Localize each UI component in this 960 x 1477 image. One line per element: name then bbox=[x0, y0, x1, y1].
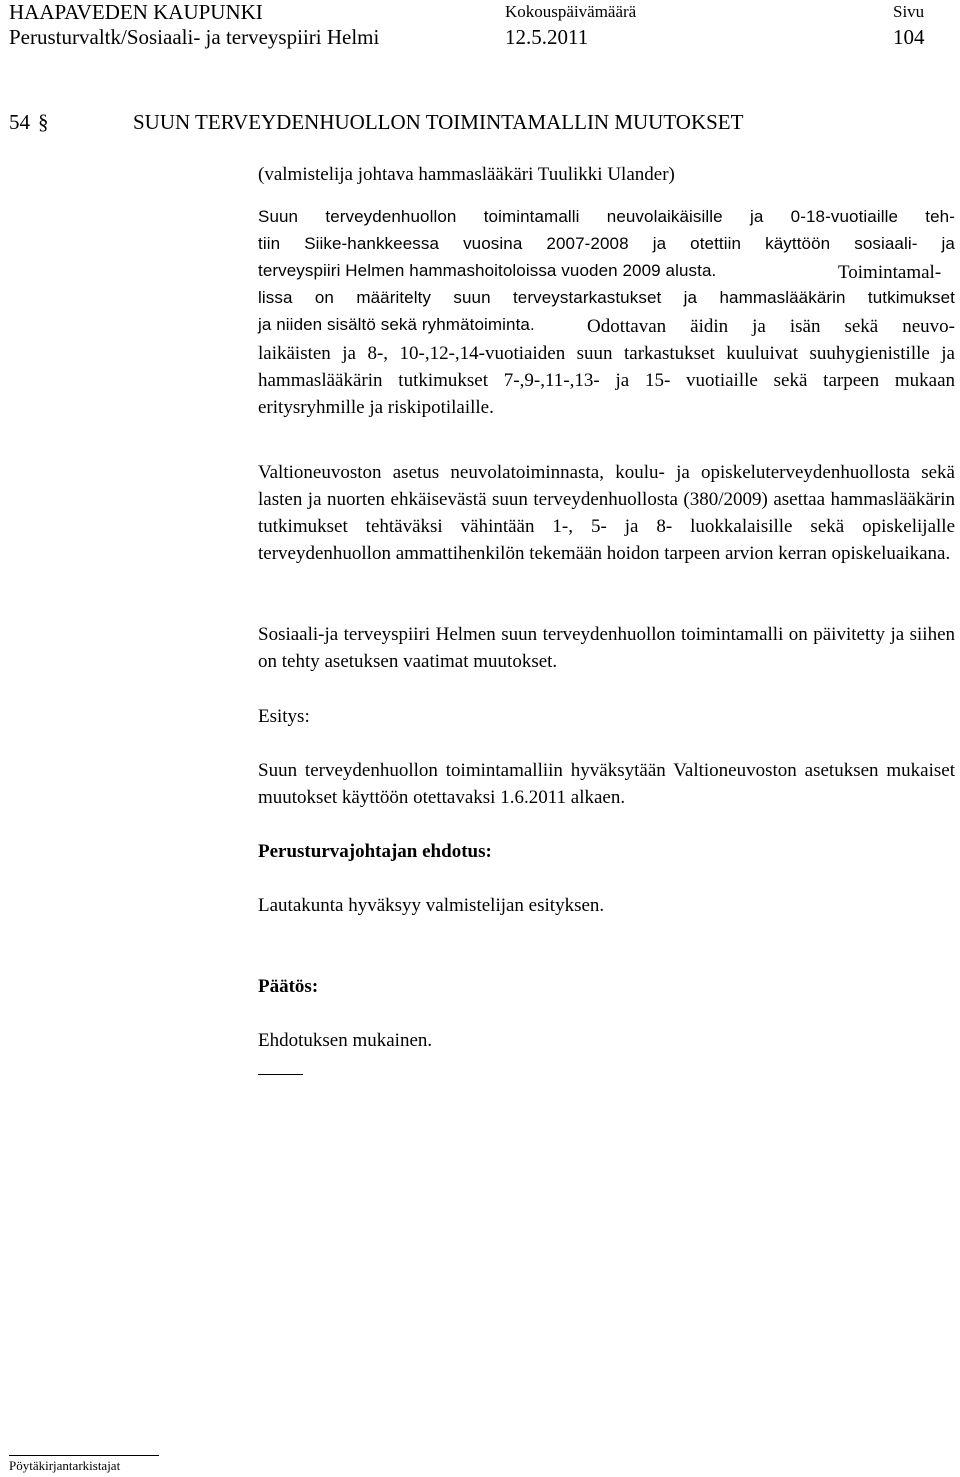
header-org: HAAPAVEDEN KAUPUNKI bbox=[9, 0, 263, 24]
end-rule bbox=[258, 1074, 303, 1075]
header-page-label: Sivu bbox=[893, 2, 925, 21]
decision-text: Ehdotuksen mukainen. bbox=[258, 1030, 433, 1051]
section-symbol: § bbox=[38, 110, 49, 134]
preparer-note: (valmistelija johtava hammaslääkäri Tuulikki Ulander) bbox=[258, 164, 675, 185]
paragraph-3: Sosiaali-ja terveyspiiri Helmen suun terveydenhuollon toimintamalli on päivitetty ja siihen on tehty asetuksen vaatimat muutokset. bbox=[258, 624, 955, 672]
decision-label: Päätös: bbox=[258, 976, 319, 997]
header-date-label: Kokouspäivämäärä bbox=[505, 2, 637, 21]
footer-label: Pöytäkirjantarkistajat bbox=[9, 1458, 121, 1473]
section-title: SUUN TERVEYDENHUOLLON TOIMINTAMALLIN MUUTOKSET bbox=[133, 110, 744, 134]
paragraph-1-line-4: lissa on määritelty suun terveystarkastukset ja hammaslääkärin tutkimukset bbox=[258, 288, 955, 307]
section-number: 54 bbox=[9, 110, 30, 134]
footer-signature-line bbox=[9, 1455, 159, 1456]
header-page-number: 104 bbox=[893, 25, 925, 49]
header-body: Perusturvaltk/Sosiaali- ja terveyspiiri Helmi bbox=[9, 25, 380, 49]
paragraph-1-line-5b: Odottavan äidin ja isän sekä neuvo- bbox=[587, 316, 955, 337]
director-text: Lautakunta hyväksyy valmistelijan esityksen. bbox=[258, 895, 605, 916]
paragraph-1-line-1: Suun terveydenhuollon toimintamalli neuvolaikäisille ja 0-18-vuotiaille teh- bbox=[258, 207, 955, 226]
paragraph-1-line-3b: Toimintamal- bbox=[838, 262, 942, 283]
paragraph-2: Valtioneuvoston asetus neuvolatoiminnasta, koulu- ja opiskeluterveydenhuollosta sekä lasten ja nuorten ehkäisevästä suun terveydenhuollosta (380/2009) asettaa hammaslääkärin tutkimukset tehtäväksi vähintään 1-, 5- ja 8- luokkalaisille sekä opiskelijalle terveydenhuollon ammattihenkilön tekemään hoidon tarpeen arvion kerran opiskeluaikana. bbox=[258, 462, 955, 564]
paragraph-1-rest: laikäisten ja 8-, 10-,12-,14-vuotiaiden suun tarkastukset kuuluivat suuhygienistille ja hammaslääkärin tutkimukset 7-,9-,11-,13- ja 15- vuotiaille sekä tarpeen mukaan eritysryhmille ja riskipotilaille. bbox=[258, 343, 955, 418]
director-label: Perusturvajohtajan ehdotus: bbox=[258, 841, 492, 862]
proposal-text: Suun terveydenhuollon toimintamalliin hyväksytään Valtioneuvoston asetuksen mukaiset muutokset käyttöön otettavaksi 1.6.2011 alkaen. bbox=[258, 760, 955, 808]
proposal-label: Esitys: bbox=[258, 706, 310, 727]
paragraph-1-line-3: terveyspiiri Helmen hammashoitoloissa vuoden 2009 alusta. bbox=[258, 261, 717, 280]
paragraph-1-line-2: tiin Siike-hankkeessa vuosina 2007-2008 ja otettiin käyttöön sosiaali- ja bbox=[258, 234, 955, 253]
header-date: 12.5.2011 bbox=[505, 25, 589, 49]
paragraph-1-line-5: ja niiden sisältö sekä ryhmätoiminta. bbox=[258, 315, 535, 334]
